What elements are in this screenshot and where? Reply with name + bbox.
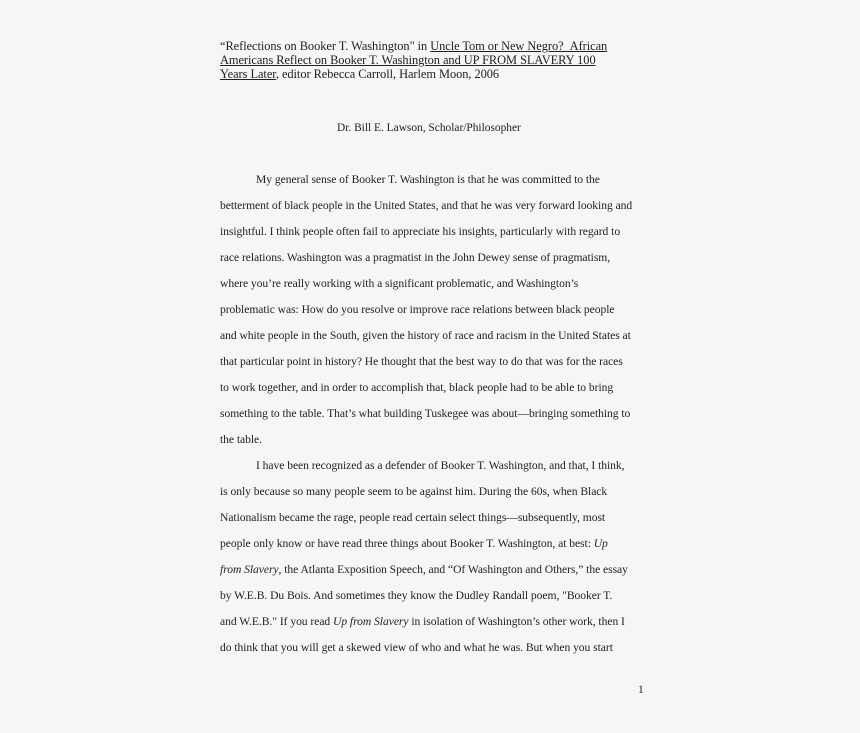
paragraph-1-line: problematic was: How do you resolve or improve race relations between black people (220, 303, 615, 316)
citation-line-1 (220, 40, 607, 53)
line-text: and W.E.B." If you read (220, 615, 334, 628)
page-number: 1 (638, 684, 644, 696)
book-title-end: Years Later (220, 67, 276, 81)
citation-line-2 (220, 54, 596, 67)
paragraph-1-line: betterment of black people in the United States, and that he was very forward looking and (220, 199, 633, 212)
paragraph-2-line (220, 615, 625, 629)
paragraph-1-line: where you’re really working with a significant problematic, and Washington’s (220, 277, 579, 290)
paragraph-2-line: is only because so many people seem to be against him. During the 60s, when Black (220, 485, 608, 498)
paragraph-2-line: by W.E.B. Du Bois. And sometimes they know the Dudley Randall poem, "Booker T. (220, 589, 613, 602)
line-text: , the Atlanta Exposition Speech, and “Of Washington and Others,” the essay (278, 563, 628, 576)
paragraph-2-line: do think that you will get a skewed view of who and what he was. But when you start (220, 641, 613, 654)
line-text: in isolation of Washington’s other work, then I (408, 615, 625, 628)
paragraph-1-line: to work together, and in order to accomplish that, black people had to be able to bring (220, 381, 614, 394)
paragraph-2-line: I have been recognized as a defender of Booker T. Washington, and that, I think, (256, 459, 625, 472)
book-title-italic: Up (593, 537, 608, 550)
paragraph-1-line: something to the table. That’s what building Tuskegee was about—bringing something to (220, 407, 631, 420)
author-byline: Dr. Bill E. Lawson, Scholar/Philosopher (337, 122, 521, 134)
paragraph-2-line (220, 537, 608, 551)
citation-line-3 (220, 68, 499, 81)
paragraph-1-line: My general sense of Booker T. Washington is that he was committed to the (256, 173, 600, 186)
paragraph-2-line (220, 563, 628, 577)
paragraph-1-line: the table. (220, 433, 262, 446)
paragraph-1-line: that particular point in history? He thought that the best way to do that was for the races (220, 355, 623, 368)
book-title-italic: Up from Slavery (333, 615, 409, 628)
book-title-italic: from Slavery (220, 563, 279, 576)
paragraph-2-line: Nationalism became the rage, people read certain select things—subsequently, most (220, 511, 606, 524)
publication-info: , editor Rebecca Carroll, Harlem Moon, 2006 (275, 67, 500, 81)
book-title-link: Uncle Tom or New Negro?_African (430, 39, 608, 53)
essay-title: “Reflections on Booker T. Washington" in (220, 39, 431, 53)
paragraph-1-line: and white people in the South, given the history of race and racism in the United States at (220, 329, 631, 342)
line-text: people only know or have read three things about Booker T. Washington, at best: (220, 537, 594, 550)
paragraph-1-line: insightful. I think people often fail to appreciate his insights, particularly with regard to (220, 225, 621, 238)
book-title-continued: Americans Reflect on Booker T. Washington and UP FROM SLAVERY 100 (220, 53, 596, 67)
paragraph-1-line: race relations. Washington was a pragmatist in the John Dewey sense of pragmatism, (220, 251, 611, 264)
